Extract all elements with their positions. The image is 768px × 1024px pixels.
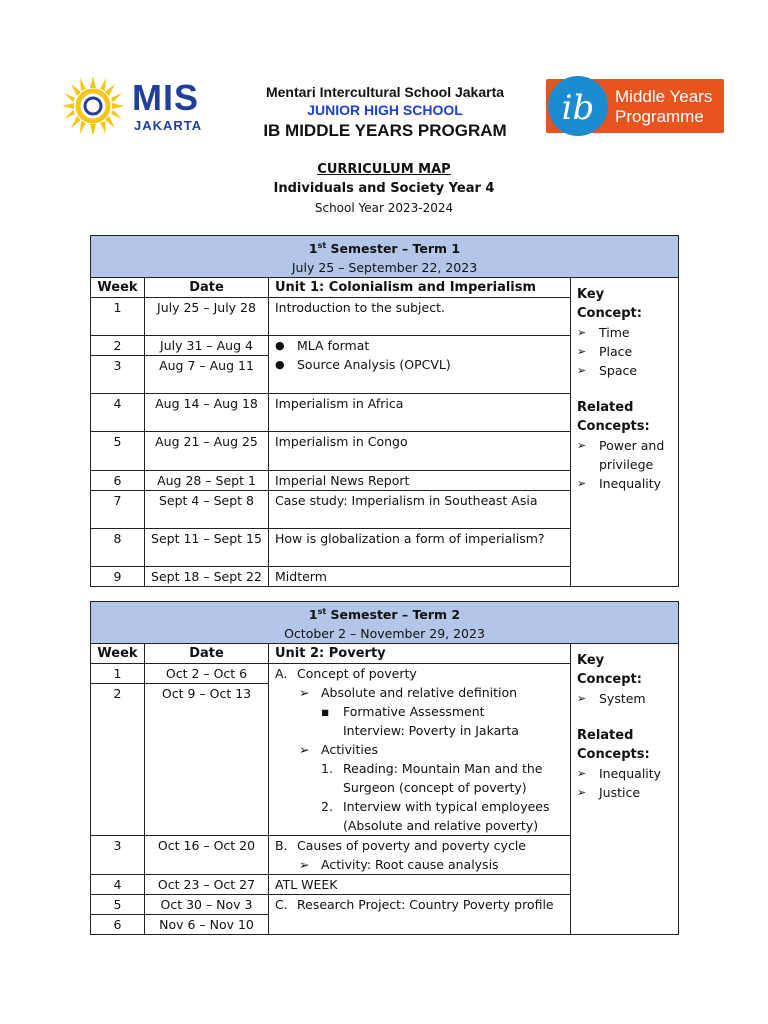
key-concept-label: Key Concept: <box>577 653 642 688</box>
related-concepts-label: Related Concepts: <box>577 728 650 763</box>
topic-block-a: A. Concept of poverty ➢ Absolute and relative definition ▪ Formative Assessment Interview: Poverty in Jakarta ➢ Activities 1. Reading: Mountain Man and the Surgeon (concept of poverty) 2. Interview with typical employees (Absolute and relative poverty) <box>269 664 571 836</box>
table-row: 3 Oct 16 – Oct 20 B. Causes of poverty and poverty cycle ➢ Activity: Root cause analysis <box>91 836 679 875</box>
school-level: JUNIOR HIGH SCHOOL <box>307 102 463 118</box>
col-week-header: Week <box>91 644 145 664</box>
table-row: 8 Sept 11 – Sept 15 How is globalization a form of imperialism? <box>91 529 679 567</box>
table-row: 6 Nov 6 – Nov 10 <box>91 915 679 935</box>
arrow-bullet-icon: ➢ <box>299 857 310 873</box>
unit-title: Unit 1: Colonialism and Imperialism <box>269 278 571 298</box>
related-concept-item: ➢ Justice <box>577 785 641 801</box>
arrow-bullet-icon: ➢ <box>577 692 587 706</box>
arrow-bullet-icon: ➢ <box>299 685 310 701</box>
related-concept-item: ➢ Inequality <box>577 476 662 492</box>
ib-myp-logo <box>540 75 730 140</box>
table-row: 2 Oct 9 – Oct 13 <box>91 684 679 836</box>
table-row: 7 Sept 4 – Sept 8 Case study: Imperialism in Southeast Asia <box>91 491 679 529</box>
term2-concepts <box>571 644 679 935</box>
table-row: 4 Aug 14 – Aug 18 Imperialism in Africa <box>91 394 679 432</box>
key-concept-item: ➢ System <box>577 691 646 707</box>
ib-logo-line2: Programme <box>615 107 704 126</box>
table-row: 9 Sept 18 – Sept 22 Midterm <box>91 567 679 587</box>
arrow-bullet-icon: ➢ <box>299 742 310 758</box>
mis-logo <box>60 74 210 138</box>
term1-dates: July 25 – September 22, 2023 <box>291 260 478 276</box>
arrow-bullet-icon: ➢ <box>577 326 587 340</box>
arrow-bullet-icon: ➢ <box>577 767 587 781</box>
term1-table <box>90 235 679 587</box>
curriculum-map-title: CURRICULUM MAP <box>317 162 451 177</box>
table-row: 3 Aug 7 – Aug 11 <box>91 356 679 394</box>
school-year: School Year 2023-2024 <box>314 201 454 215</box>
topic-block-c: C. Research Project: Country Poverty profile <box>269 895 571 935</box>
arrow-bullet-icon: ➢ <box>577 786 587 800</box>
col-date-header: Date <box>145 278 269 298</box>
arrow-bullet-icon: ➢ <box>577 364 587 378</box>
square-bullet-icon: ▪ <box>321 704 330 720</box>
table-row: 1 July 25 – July 28 Introduction to the subject. <box>91 298 679 336</box>
ib-letters: ib <box>561 88 595 128</box>
topic-block-b: B. Causes of poverty and poverty cycle ➢ Activity: Root cause analysis <box>269 836 571 875</box>
school-name: Mentari Intercultural School Jakarta <box>265 84 505 100</box>
ib-logo-line1: Middle Years <box>615 87 713 106</box>
arrow-bullet-icon: ➢ <box>577 439 587 453</box>
related-concept-item: ➢ Power and privilege <box>577 438 665 473</box>
unit-title: Unit 2: Poverty <box>269 644 571 664</box>
table-row: 5 Oct 30 – Nov 3 C. Research Project: Country Poverty profile <box>91 895 679 915</box>
term1-semester-title: 1st Semester – Term 1 <box>308 241 461 257</box>
key-concept-item: ➢ Place <box>577 344 633 360</box>
bullet-icon: ● <box>275 358 285 372</box>
term2-header <box>91 602 679 644</box>
school-header <box>230 83 540 143</box>
arrow-bullet-icon: ➢ <box>577 345 587 359</box>
key-concept-label: Key Concept: <box>577 287 642 322</box>
table-row: 1 Oct 2 – Oct 6 A. Concept of poverty ➢ Absolute and relative definition ▪ Formative Assessment Interview: Poverty in Jakarta ➢ Activities 1. Reading: Mountain Man and the Surgeon (concept of poverty) 2. Interview with typical employees (Absolute and relative poverty) <box>91 664 679 684</box>
related-concept-item: ➢ Inequality <box>577 766 662 782</box>
key-concept-item: ➢ Time <box>577 325 630 341</box>
mis-logo-subtext: JAKARTA <box>134 118 203 133</box>
term1-concepts <box>571 278 679 587</box>
table-row: 5 Aug 21 – Aug 25 Imperialism in Congo <box>91 432 679 471</box>
related-concepts-label: Related Concepts: <box>577 400 650 435</box>
term2-semester-title: 1st Semester – Term 2 <box>308 607 461 623</box>
bullet-list: ● MLA format ● Source Analysis (OPCVL) <box>269 336 571 394</box>
term2-table <box>90 601 679 935</box>
term2-dates: October 2 – November 29, 2023 <box>284 626 485 642</box>
document-title <box>0 160 768 218</box>
col-date-header: Date <box>145 644 269 664</box>
table-row: 6 Aug 28 – Sept 1 Imperial News Report <box>91 471 679 491</box>
program-name: IB MIDDLE YEARS PROGRAM <box>263 121 507 140</box>
term1-header <box>91 236 679 278</box>
subject-title: Individuals and Society Year 4 <box>273 181 495 196</box>
sun-icon <box>60 74 126 138</box>
arrow-bullet-icon: ➢ <box>577 477 587 491</box>
table-row: 2 July 31 – Aug 4 ● MLA format ● Source Analysis (OPCVL) <box>91 336 679 356</box>
table-row: 4 Oct 23 – Oct 27 ATL WEEK <box>91 875 679 895</box>
key-concept-item: ➢ Space <box>577 363 638 379</box>
mis-logo-text: MIS <box>132 77 200 118</box>
col-week-header: Week <box>91 278 145 298</box>
bullet-icon: ● <box>275 339 285 353</box>
